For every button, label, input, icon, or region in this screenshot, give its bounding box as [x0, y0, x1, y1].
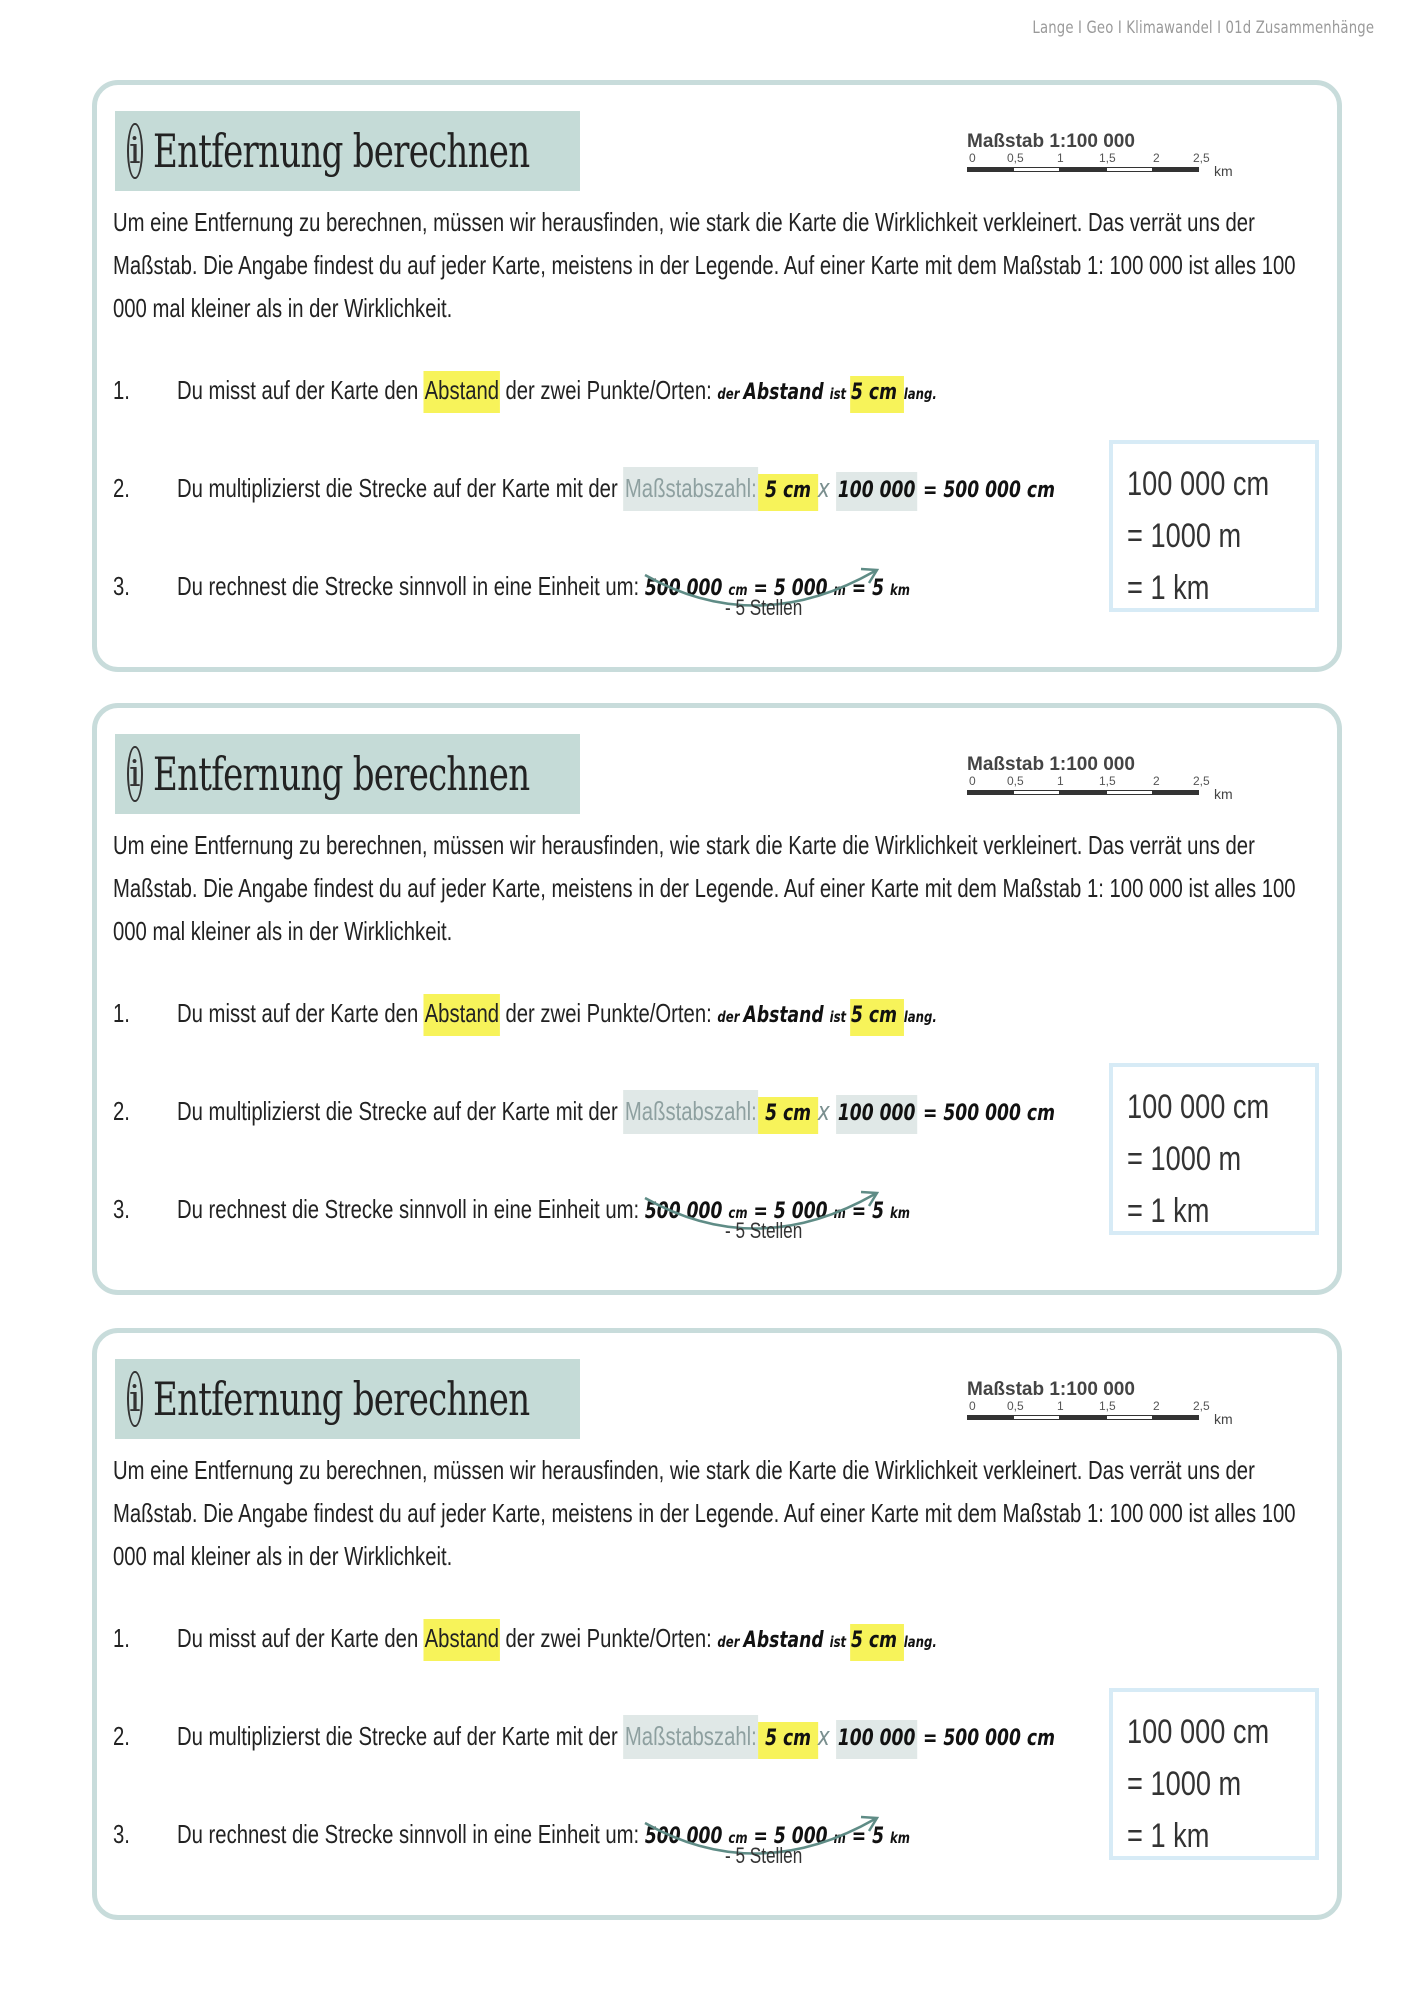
- highlight-5cm: 5 cm: [850, 1624, 904, 1661]
- info-icon: i: [127, 123, 143, 179]
- scale-tick: 0: [969, 774, 976, 788]
- hint-line: 100 000 cm: [1127, 1088, 1270, 1126]
- scale-unit: km: [1214, 1411, 1233, 1427]
- scale-bar: [967, 790, 1199, 795]
- step-1-result: der Abstand ist 5 cm lang.: [717, 380, 936, 405]
- hint-line: 100 000 cm: [1127, 1713, 1270, 1751]
- step-1-result: der Abstand ist 5 cm lang.: [717, 1628, 936, 1653]
- info-card: [92, 80, 1342, 672]
- hint-line: = 1 km: [1127, 1817, 1210, 1855]
- scale-tick: 1,5: [1099, 151, 1116, 165]
- hint-line: = 1 km: [1127, 1192, 1210, 1230]
- scale-tick: 2,5: [1193, 774, 1210, 788]
- step-3-result: 500 000 cm = 5 000 m = 5 km: [644, 576, 911, 601]
- highlight-abstand: Abstand: [424, 994, 500, 1036]
- step-text: Du multiplizierst die Strecke auf der Karte mit der Maßstabszahl: 5 cm x 100 000 = 500 000 cm: [177, 1096, 1055, 1127]
- scale-tick: 2: [1153, 774, 1160, 788]
- hint-line: = 1 km: [1127, 569, 1210, 607]
- scale-label: Maßstab 1:100 000: [967, 1379, 1135, 1400]
- step-text: Du misst auf der Karte den Abstand der zwei Punkte/Orten: der Abstand ist 5 cm lang.: [177, 375, 937, 406]
- scale-ticks: [967, 1399, 1237, 1413]
- conversion-hint-box: [1109, 1688, 1319, 1860]
- info-card: [92, 1328, 1342, 1920]
- card-title: Entfernung berechnen: [152, 1372, 529, 1426]
- hint-line: 100 000 cm: [1127, 465, 1270, 503]
- card-title-bar: [115, 1359, 580, 1439]
- scale-tick: 1,5: [1099, 1399, 1116, 1413]
- scale-tick: 0,5: [1007, 774, 1024, 788]
- step-text: Du multiplizierst die Strecke auf der Karte mit der Maßstabszahl: 5 cm x 100 000 = 500 000 cm: [177, 473, 1055, 504]
- arrow-label: - 5 Stellen: [725, 1218, 803, 1243]
- scale-tick: 2,5: [1193, 1399, 1210, 1413]
- intro-text: Um eine Entfernung zu berechnen, müssen wir herausfinden, wie stark die Karte die Wirklichkeit verkleinert. Das verrät uns der Maßstab. Die Angabe findest du auf jeder Karte, meistens in der Legende. Auf einer Karte mit dem Maßstab 1: 100 000 ist alles 100 000 mal kleiner als in der Wirklichkeit.: [113, 830, 1296, 946]
- scale-tick: 1: [1057, 151, 1064, 165]
- highlight-abstand: Abstand: [424, 371, 500, 413]
- intro-text: Um eine Entfernung zu berechnen, müssen wir herausfinden, wie stark die Karte die Wirklichkeit verkleinert. Das verrät uns der Maßstab. Die Angabe findest du auf jeder Karte, meistens in der Legende. Auf einer Karte mit dem Maßstab 1: 100 000 ist alles 100 000 mal kleiner als in der Wirklichkeit.: [113, 207, 1296, 323]
- step-text: Du rechnest die Strecke sinnvoll in eine Einheit um: 500 000 cm = 5 000 m = 5 km: [177, 1819, 911, 1849]
- scale-unit: km: [1214, 786, 1233, 802]
- step-number: 1.: [113, 375, 130, 405]
- scale-tick: 0,5: [1007, 151, 1024, 165]
- step-3-result: 500 000 cm = 5 000 m = 5 km: [644, 1824, 911, 1849]
- scale-tick: 0: [969, 151, 976, 165]
- card-title-bar: [115, 734, 580, 814]
- hint-line: = 1000 m: [1127, 1140, 1242, 1178]
- step-text: Du rechnest die Strecke sinnvoll in eine Einheit um: 500 000 cm = 5 000 m = 5 km: [177, 571, 911, 601]
- scale-tick: 2,5: [1193, 151, 1210, 165]
- highlight-100000: 100 000: [836, 1095, 917, 1134]
- card-title-bar: [115, 111, 580, 191]
- scale-tick: 1: [1057, 774, 1064, 788]
- highlight-5cm: 5 cm: [850, 999, 904, 1036]
- page-header: Lange I Geo I Klimawandel I 01d Zusammenhänge: [1032, 18, 1374, 38]
- hint-line: = 1000 m: [1127, 517, 1242, 555]
- step-number: 2.: [113, 1721, 130, 1751]
- step-text: Du rechnest die Strecke sinnvoll in eine Einheit um: 500 000 cm = 5 000 m = 5 km: [177, 1194, 911, 1224]
- step-number: 3.: [113, 1194, 130, 1224]
- scale-label: Maßstab 1:100 000: [967, 754, 1135, 775]
- highlight-massstabszahl: Maßstabszahl:: [623, 1715, 758, 1759]
- step-text: Du misst auf der Karte den Abstand der zwei Punkte/Orten: der Abstand ist 5 cm lang.: [177, 998, 937, 1029]
- step-number: 1.: [113, 1623, 130, 1653]
- scale-tick: 1: [1057, 1399, 1064, 1413]
- scale-ticks: [967, 774, 1237, 788]
- scale-label: Maßstab 1:100 000: [967, 131, 1135, 152]
- scale-bar: [967, 167, 1199, 172]
- card-title: Entfernung berechnen: [152, 124, 529, 178]
- scale-unit: km: [1214, 163, 1233, 179]
- highlight-5cm: 5 cm: [850, 376, 904, 413]
- step-3-result: 500 000 cm = 5 000 m = 5 km: [644, 1199, 911, 1224]
- arrow-label: - 5 Stellen: [725, 1843, 803, 1868]
- card-title: Entfernung berechnen: [152, 747, 529, 801]
- scale-tick: 0: [969, 1399, 976, 1413]
- hint-line: = 1000 m: [1127, 1765, 1242, 1803]
- step-number: 2.: [113, 1096, 130, 1126]
- step-number: 3.: [113, 1819, 130, 1849]
- scale-bar-legend: [967, 1379, 1233, 1439]
- step-text: Du misst auf der Karte den Abstand der zwei Punkte/Orten: der Abstand ist 5 cm lang.: [177, 1623, 937, 1654]
- scale-tick: 1,5: [1099, 774, 1116, 788]
- intro-text: Um eine Entfernung zu berechnen, müssen wir herausfinden, wie stark die Karte die Wirklichkeit verkleinert. Das verrät uns der Maßstab. Die Angabe findest du auf jeder Karte, meistens in der Legende. Auf einer Karte mit dem Maßstab 1: 100 000 ist alles 100 000 mal kleiner als in der Wirklichkeit.: [113, 1455, 1296, 1571]
- info-card: [92, 703, 1342, 1295]
- scale-bar-legend: [967, 754, 1233, 814]
- step-number: 3.: [113, 571, 130, 601]
- scale-bar: [967, 1415, 1199, 1420]
- scale-tick: 2: [1153, 151, 1160, 165]
- arrow-label: - 5 Stellen: [725, 595, 803, 620]
- conversion-hint-box: [1109, 440, 1319, 612]
- info-icon: i: [127, 746, 143, 802]
- step-number: 1.: [113, 998, 130, 1028]
- scale-bar-legend: [967, 131, 1233, 191]
- scale-tick: 2: [1153, 1399, 1160, 1413]
- info-icon: i: [127, 1371, 143, 1427]
- conversion-hint-box: [1109, 1063, 1319, 1235]
- highlight-massstabszahl: Maßstabszahl:: [623, 1090, 758, 1134]
- highlight-massstabszahl: Maßstabszahl:: [623, 467, 758, 511]
- highlight-100000: 100 000: [836, 472, 917, 511]
- highlight-5cm: 5 cm: [758, 1722, 817, 1759]
- scale-ticks: [967, 151, 1237, 165]
- step-number: 2.: [113, 473, 130, 503]
- highlight-5cm: 5 cm: [758, 1097, 817, 1134]
- step-1-result: der Abstand ist 5 cm lang.: [717, 1003, 936, 1028]
- step-text: Du multiplizierst die Strecke auf der Karte mit der Maßstabszahl: 5 cm x 100 000 = 500 000 cm: [177, 1721, 1055, 1752]
- highlight-100000: 100 000: [836, 1720, 917, 1759]
- scale-tick: 0,5: [1007, 1399, 1024, 1413]
- highlight-abstand: Abstand: [424, 1619, 500, 1661]
- highlight-5cm: 5 cm: [758, 474, 817, 511]
